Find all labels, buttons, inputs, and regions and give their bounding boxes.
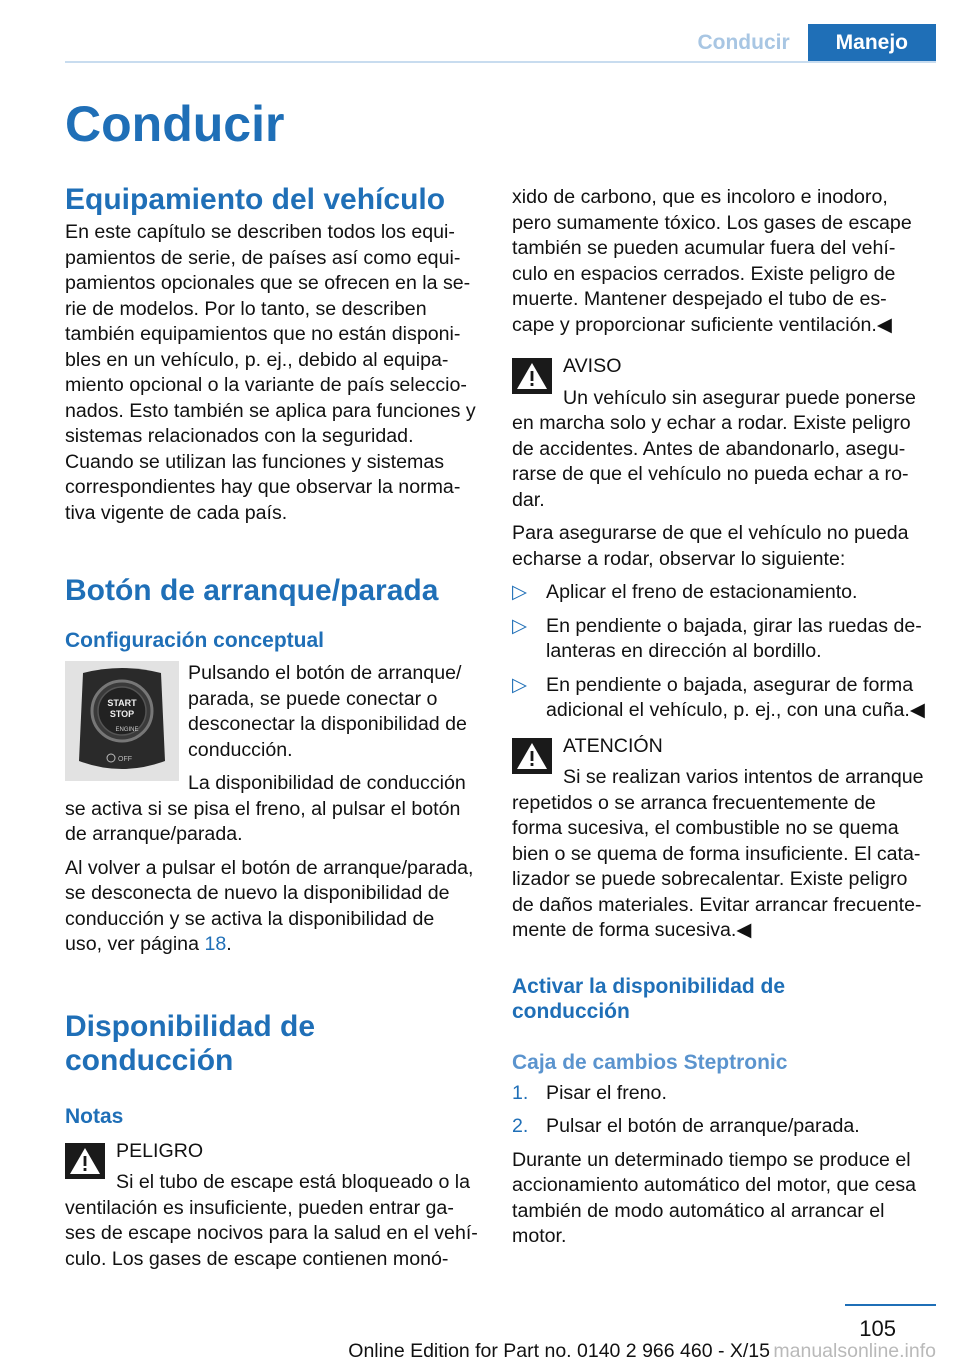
button-label-off: OFF [118, 756, 132, 763]
aviso-title: AVISO [563, 355, 622, 377]
triangle-bullet-icon: ▷ [512, 673, 528, 696]
atencion-text: Si se realizan varios intentos de arranque repetidos o se arranca frecuentemente de forma sucesiva, el combustible no se quema bien o se quema de forma insuficiente. El cata- lizador se puede sobrecalentar. Existe peligro de daños materiales. Evitar arrancar frecuente- mente de forma sucesiva.◀ [512, 766, 924, 941]
left-column [65, 183, 479, 1272]
page-number: 105 [859, 1316, 896, 1341]
warning-triangle-icon [512, 358, 552, 394]
triangle-bullet-icon: ▷ [512, 614, 528, 637]
button-label-start: START [107, 698, 137, 708]
heading-caja-steptronic: Caja de cambios Steptronic [512, 1050, 788, 1074]
list-item: 2. Pulsar el botón de arranque/parada. [512, 1114, 926, 1140]
boton-para3: Al volver a pulsar el botón de arranque/parada, se desconecta de nuevo la disponibilidad de conducción y se activa la disponibilidad de uso, ver página 18. [65, 856, 474, 955]
tab-chapter[interactable]: Manejo [808, 24, 936, 62]
watermark: manualsonline.info [773, 1340, 936, 1362]
step-number: 1. [512, 1081, 529, 1104]
button-label-stop: STOP [109, 709, 135, 719]
footer-divider [845, 1304, 936, 1306]
bullet-list [512, 580, 926, 724]
right-column [512, 185, 926, 1250]
warning-peligro [65, 1139, 479, 1273]
asegurar-text: Para asegurarse de que el vehículo no pueda echarse a rodar, observar lo siguiente: [512, 522, 909, 570]
list-item: ▷ En pendiente o bajada, asegurar de forma adicional el vehículo, p. ej., con una cuña.◀ [512, 673, 925, 721]
warning-triangle-icon [512, 738, 552, 774]
header-divider [65, 61, 936, 63]
button-label-engine: ENGINE [115, 727, 139, 733]
heading-activar: Activar la disponibilidad de conducción [512, 974, 786, 1023]
page-title: Conducir [65, 96, 285, 152]
heading-configuracion: Configuración conceptual [65, 629, 325, 652]
footer-edition: Online Edition for Part no. 0140 2 966 460 - X/15 [348, 1340, 770, 1362]
atencion-title: ATENCIÓN [563, 734, 663, 757]
heading-disponibilidad: Disponibilidad de conducción [65, 1009, 316, 1077]
heading-boton: Botón de arranque/parada [65, 574, 439, 607]
warning-atencion [512, 734, 926, 944]
warning-triangle-icon [65, 1143, 105, 1179]
aviso-text: Un vehículo sin asegurar puede ponerse en marcha solo y echar a rodar. Existe peligro de accidentes. Antes de abandonarlo, asegu- rarse de que el vehículo no pueda echar a ro- dar. [512, 386, 916, 511]
step-number: 2. [512, 1115, 529, 1137]
list-item: ▷ Aplicar el freno de estacionamiento. [512, 580, 926, 606]
page-link-18[interactable]: 18 [204, 933, 227, 955]
peligro-continuation: xido de carbono, que es incoloro e inodoro, pero sumamente tóxico. Los gases de escape también se pueden acumular fuera del vehí- culo en espacios cerrados. Existe peligro de muerte. Mantener despejado el tubo de es- cape y proporcionar suficiente ventilación.◀ [512, 186, 912, 336]
steps-list [512, 1081, 926, 1140]
tab-section[interactable]: Conducir [679, 24, 807, 62]
list-item: 1. Pisar el freno. [512, 1081, 926, 1107]
warning-aviso [512, 354, 926, 513]
triangle-bullet-icon: ▷ [512, 581, 528, 603]
boton-intro: Pulsando el botón de arranque/ parada, se puede conectar o desconectar la disponibilidad de conducción. [188, 662, 467, 761]
heading-notas: Notas [65, 1104, 124, 1128]
peligro-text: Si el tubo de escape está bloqueado o la ventilación es insuficiente, pueden entrar ga- ses de escape nocivos para la salud en el vehí- culo. Los gases de escape contienen monó- [65, 1171, 478, 1270]
list-item: ▷ En pendiente o bajada, girar las ruedas de- lanteras en dirección al bordillo. [512, 614, 922, 662]
final-text: Durante un determinado tiempo se produce el accionamiento automático del motor, que cesa también de modo automático al arrancar el motor. [512, 1148, 917, 1247]
equipamiento-text: En este capítulo se describen todos los equi- pamientos de serie, de países así como equi- pamientos opcionales que se ofrecen en la se- rie de modelos. Por lo tanto, se describen también equipamientos que no están disponi- bles en un vehículo, p. ej., debido al equipa- miento opcional o la variante de país seleccio- nados. Esto también se aplica para funciones y sistemas relacionados con la seguridad. Cuando se utilizan las funciones y sistemas correspondientes hay que observar la norma- tiva vigente de cada país. [65, 221, 476, 524]
peligro-title: PELIGRO [116, 1139, 204, 1162]
boton-para2: La disponibilidad de conducción se activa si se pisa el freno, al pulsar el botón de arranque/parada. [65, 772, 466, 845]
heading-equipamiento: Equipamiento del vehículo [65, 183, 446, 216]
header-tabs [679, 24, 936, 62]
start-stop-button-photo [65, 661, 179, 781]
